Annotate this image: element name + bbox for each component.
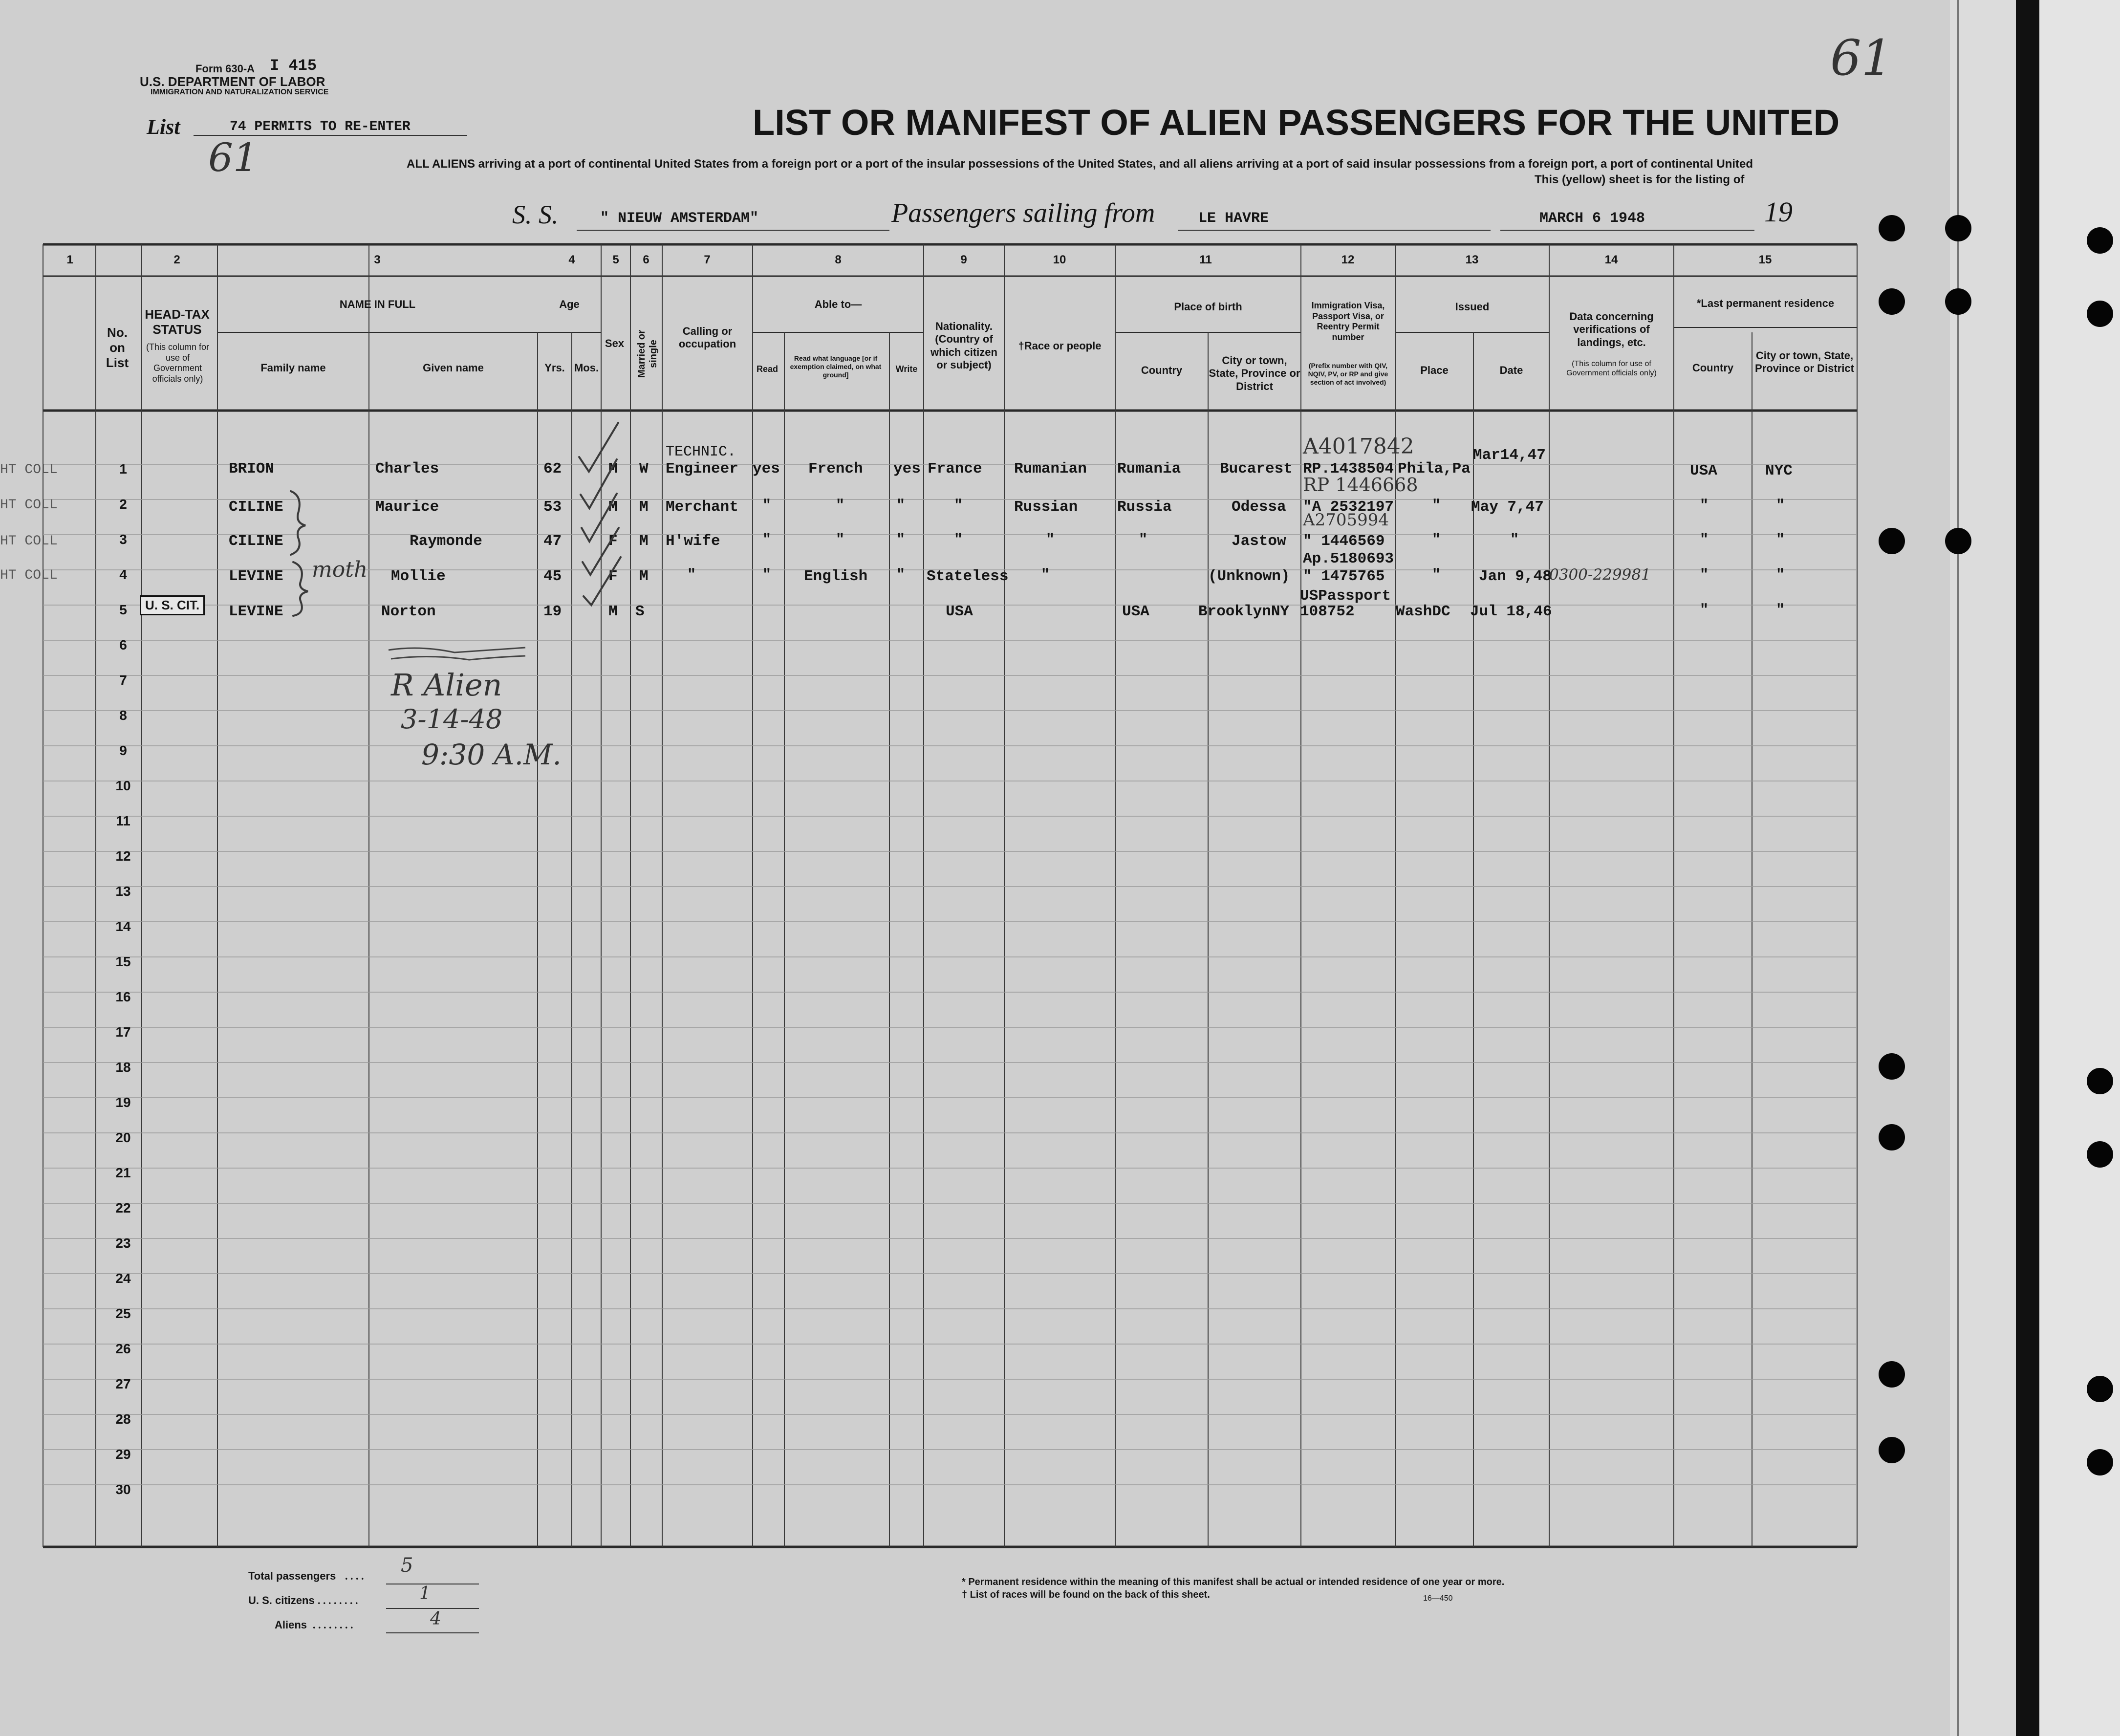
issued-date: Jan 9,48 (1479, 568, 1552, 585)
aliens-value: 4 (430, 1609, 441, 1629)
margin-note: HT COLL (0, 534, 58, 549)
column-number: 12 (1341, 253, 1355, 266)
read-language: " (836, 532, 845, 548)
header-visa: Immigration Visa, Passport Visa, or Reentry Permit number (1311, 301, 1385, 342)
list-hand-number: 61 (208, 135, 258, 180)
visa-number-line-2: " 1475765 (1303, 568, 1385, 585)
residence-city: " (1776, 498, 1785, 514)
occupation-note: TECHNIC. (666, 444, 736, 460)
issued-place: " (1432, 532, 1441, 548)
family-name: BRION (229, 460, 275, 477)
column-number: 5 (612, 253, 619, 266)
marital-status: S (635, 603, 645, 620)
punch-hole (1879, 1124, 1905, 1150)
row-number: 18 (115, 1060, 131, 1075)
column-number: 9 (960, 253, 967, 266)
row-number: 1 (119, 461, 127, 477)
can-write: yes (893, 460, 921, 477)
header-given-name: Given name (423, 362, 484, 374)
footnote-races: † List of races will be found on the back of this sheet. (962, 1589, 1210, 1600)
instructions-line-2: This (yellow) sheet is for the listing of (1535, 173, 1745, 186)
residence-city: " (1776, 532, 1785, 548)
visa-handwritten: RP 1446668 (1303, 474, 1418, 496)
visa-number: " 1446569 (1303, 533, 1385, 550)
column-number: 6 (643, 253, 649, 266)
race: Russian (1014, 499, 1078, 516)
birth-country: Russia (1117, 499, 1172, 516)
header-mos: Mos. (574, 362, 599, 374)
punch-hole (1879, 1053, 1905, 1080)
occupation: H'wife (666, 533, 720, 550)
header-verifications-note: (This column for use of Government officials only) (1566, 360, 1657, 378)
punch-hole (1879, 288, 1905, 315)
ss-label: S. S. (512, 200, 559, 229)
sex: F (608, 568, 618, 585)
can-read: " (762, 567, 772, 584)
row-number: 17 (115, 1024, 131, 1040)
header-family-name: Family name (260, 362, 326, 374)
header-write: Write (895, 364, 918, 374)
birth-country: " (1139, 532, 1148, 548)
row-number: 13 (115, 884, 131, 899)
verification-number: 0300-229981 (1549, 566, 1651, 584)
row-number: 19 (115, 1095, 131, 1110)
row-number: 6 (119, 637, 127, 652)
given-name: Raymonde (410, 533, 482, 550)
punch-hole (2087, 1141, 2113, 1168)
sex: M (608, 460, 618, 477)
row-number: 24 (115, 1271, 131, 1286)
given-name: Maurice (375, 499, 439, 516)
column-number: 14 (1604, 253, 1618, 266)
birth-city: Odessa (1232, 499, 1286, 516)
column-number: 4 (568, 253, 575, 266)
sailing-label: Passengers sailing from (891, 198, 1155, 228)
ship-name: " NIEUW AMSTERDAM" (600, 210, 759, 227)
total-passengers-label: Total passengers (248, 1570, 336, 1582)
nationality: " (954, 532, 963, 548)
marital-status: M (639, 568, 649, 585)
row-number: 14 (115, 919, 131, 934)
header-sex: Sex (605, 337, 625, 349)
row-number: 5 (119, 602, 127, 617)
total-passengers-value: 5 (401, 1554, 413, 1577)
family-note: moth (312, 557, 368, 582)
residence-country: " (1700, 602, 1709, 619)
header-name-in-full: NAME IN FULL (339, 298, 416, 310)
header-place-of-birth: Place of birth (1174, 301, 1242, 313)
department-name: U.S. DEPARTMENT OF LABOR (140, 74, 325, 89)
issued-place: Phila,Pa (1398, 460, 1471, 477)
header-nationality: Nationality. (Country of which citizen or subject) (930, 320, 997, 371)
header-last-residence: *Last permanent residence (1696, 297, 1835, 309)
row-number: 20 (115, 1130, 131, 1145)
row-number: 25 (115, 1306, 131, 1321)
list-value: 74 PERMITS TO RE-ENTER (230, 119, 411, 134)
row-number: 9 (119, 743, 127, 758)
residence-city: NYC (1765, 462, 1793, 479)
punch-hole (1945, 288, 1971, 315)
family-name: LEVINE (229, 568, 283, 585)
header-read: Read (756, 364, 778, 374)
punch-hole (2087, 1068, 2113, 1094)
column-number: 11 (1199, 253, 1212, 266)
column-number: 2 (173, 253, 180, 266)
column-number: 8 (835, 253, 842, 266)
marital-status: M (639, 533, 649, 550)
list-label: List (147, 115, 180, 139)
family-name: CILINE (229, 499, 283, 516)
punch-hole (2087, 1376, 2113, 1402)
corner-hand-number: 61 (1830, 29, 1893, 87)
row-number: 29 (115, 1447, 131, 1462)
row-number: 26 (115, 1341, 131, 1356)
sex: M (608, 499, 618, 516)
issued-date: " (1510, 532, 1519, 548)
row-number: 15 (115, 954, 131, 969)
birth-city: BrooklynNY (1198, 603, 1290, 620)
read-language: French (808, 460, 863, 477)
row-number: 21 (115, 1165, 131, 1180)
row-number: 30 (115, 1482, 131, 1497)
header-read-language: Read what language [or if exemption claimed, on what ground] (790, 354, 882, 379)
issued-date: Jul 18,46 (1470, 603, 1552, 620)
citizens-dots: . . . . . . . . (318, 1594, 358, 1606)
race: Rumanian (1014, 460, 1087, 477)
occupation: Merchant (666, 499, 738, 516)
race: " (1046, 532, 1055, 548)
head-tax-stamp: U. S. CIT. (140, 595, 205, 615)
header-issued-date: Date (1499, 364, 1523, 376)
aliens-line (386, 1632, 479, 1633)
visa-number: Ap.5180693 (1303, 550, 1394, 567)
birth-city: (Unknown) (1208, 568, 1290, 585)
birth-country: USA (1122, 603, 1149, 620)
issued-date: May 7,47 (1471, 499, 1544, 516)
issued-place: " (1432, 567, 1441, 584)
sex: M (608, 603, 618, 620)
marital-status: W (639, 460, 649, 477)
age-years: 45 (543, 568, 562, 585)
punch-hole (1945, 215, 1971, 241)
instructions-line-1: ALL ALIENS arriving at a port of continental United States from a foreign port or a port of the insular possessions of the United States, and all aliens arriving at a port of said insular possessions from a foreign port, a port of continental United (407, 157, 1753, 171)
residence-city: " (1776, 567, 1785, 584)
row-number: 4 (119, 567, 127, 582)
column-number: 15 (1758, 253, 1772, 266)
nationality: Stateless (927, 568, 1009, 585)
row-number: 7 (119, 673, 127, 688)
occupation: Engineer (666, 460, 738, 477)
header-verifications: Data concerning verifications of landings, etc. (1569, 310, 1654, 348)
age-years: 62 (543, 460, 562, 477)
form-number: Form 630-A (195, 63, 255, 75)
residence-country: " (1700, 567, 1709, 584)
can-read: " (762, 532, 772, 548)
column-number: 3 (374, 253, 381, 266)
punch-hole (2087, 301, 2113, 327)
aliens-dots: . . . . . . . . (313, 1619, 353, 1631)
column-number: 1 (66, 253, 73, 266)
total-dots: . . . . (345, 1570, 364, 1582)
header-able-to: Able to— (814, 298, 862, 310)
header-birth-city: City or town, State, Province or District (1209, 354, 1300, 392)
margin-note: HT COLL (0, 462, 58, 477)
us-citizens-value: 1 (419, 1584, 431, 1604)
header-age: Age (559, 298, 580, 310)
birth-city: Bucarest (1220, 460, 1293, 477)
residence-city: " (1776, 602, 1785, 619)
service-name: IMMIGRATION AND NATURALIZATION SERVICE (151, 88, 329, 96)
can-write: " (896, 498, 906, 514)
aliens-label: Aliens (275, 1619, 307, 1631)
residence-country: " (1700, 532, 1709, 548)
residence-country: " (1700, 498, 1709, 514)
row-number: 23 (115, 1236, 131, 1251)
header-issued: Issued (1455, 301, 1490, 313)
punch-hole (1879, 528, 1905, 554)
departure-port: LE HAVRE (1198, 210, 1269, 227)
read-language: English (804, 568, 868, 585)
birth-country: Rumania (1117, 460, 1181, 477)
race: " (1041, 567, 1050, 584)
can-read: yes (753, 460, 780, 477)
release-note-line-3: 9:30 A.M. (421, 738, 562, 771)
row-number: 28 (115, 1411, 131, 1427)
header-no-on-list: No. on List (106, 325, 129, 370)
punch-hole (2087, 1449, 2113, 1476)
year-label: 19 (1764, 196, 1793, 228)
read-language: " (836, 498, 845, 514)
visa-handwritten: A2705994 (1303, 510, 1389, 530)
visa-handwritten: A4017842 (1303, 434, 1414, 459)
release-note-line-1: R Alien (391, 667, 502, 703)
column-number: 10 (1053, 253, 1066, 266)
row-number: 16 (115, 989, 131, 1004)
header-res-country: Country (1692, 362, 1734, 374)
row-number: 11 (116, 813, 130, 828)
row-number: 22 (115, 1200, 131, 1215)
header-birth-country: Country (1141, 364, 1183, 376)
issued-place: WashDC (1396, 603, 1450, 620)
departure-date: MARCH 6 1948 (1539, 210, 1645, 227)
given-name: Charles (375, 460, 439, 477)
header-race: †Race or people (1018, 340, 1102, 352)
family-name: LEVINE (229, 603, 283, 620)
issued-date: Mar14,47 (1473, 447, 1546, 464)
header-yrs: Yrs. (544, 362, 565, 374)
nationality: " (954, 498, 963, 514)
header-married: Married or single (636, 330, 659, 378)
given-name: Norton (381, 603, 436, 620)
header-visa-note: (Prefix number with QIV, NQIV, PV, or RP and give section of act involved) (1308, 362, 1388, 386)
us-citizens-label: U. S. citizens (248, 1594, 315, 1606)
occupation: " (687, 567, 696, 584)
residence-country: USA (1690, 462, 1717, 479)
column-number: 7 (704, 253, 711, 266)
header-calling: Calling or occupation (678, 325, 736, 350)
nationality: USA (946, 603, 973, 620)
punch-hole (1879, 215, 1905, 241)
manifest-title: LIST OR MANIFEST OF ALIEN PASSENGERS FOR THE UNITED (753, 102, 1840, 143)
margin-note: HT COLL (0, 568, 58, 583)
header-head-tax-note: (This column for use of Government officials only) (146, 342, 210, 384)
issued-place: " (1432, 498, 1441, 514)
row-number: 8 (119, 708, 127, 723)
punch-hole (2087, 227, 2113, 254)
row-number: 12 (115, 848, 131, 864)
sex: F (608, 533, 618, 550)
given-name: Mollie (391, 568, 446, 585)
visa-number: "A 2532197 (1303, 499, 1394, 516)
marital-status: M (639, 499, 649, 516)
punch-hole (1879, 1361, 1905, 1388)
visa-number: RP.1438504 (1303, 460, 1394, 477)
can-write: " (896, 532, 906, 548)
print-code: 16—450 (1423, 1594, 1453, 1603)
column-number: 13 (1465, 253, 1479, 266)
nationality: France (928, 460, 982, 477)
visa-number-line-2: 108752 (1300, 603, 1355, 620)
release-note-line-2: 3-14-48 (401, 704, 503, 735)
row-number: 10 (115, 778, 131, 793)
row-number: 3 (119, 532, 127, 547)
can-read: " (762, 498, 772, 514)
header-res-city: City or town, State, Province or District (1755, 349, 1854, 375)
age-years: 53 (543, 499, 562, 516)
form-code: I 415 (270, 57, 317, 75)
margin-note: HT COLL (0, 498, 58, 513)
age-years: 47 (543, 533, 562, 550)
can-write: " (896, 567, 906, 584)
birth-city: Jastow (1232, 533, 1286, 550)
footnote-residence: * Permanent residence within the meaning of this manifest shall be actual or intended residence of one year or more. (962, 1577, 1505, 1587)
row-number: 27 (115, 1376, 131, 1391)
header-head-tax: HEAD-TAX STATUS (145, 307, 210, 337)
header-issued-place: Place (1420, 364, 1449, 376)
visa-number: USPassport (1300, 587, 1391, 605)
punch-hole (1879, 1437, 1905, 1463)
family-name: CILINE (229, 533, 283, 550)
punch-hole (1945, 528, 1971, 554)
row-number: 2 (119, 497, 127, 512)
age-years: 19 (543, 603, 562, 620)
